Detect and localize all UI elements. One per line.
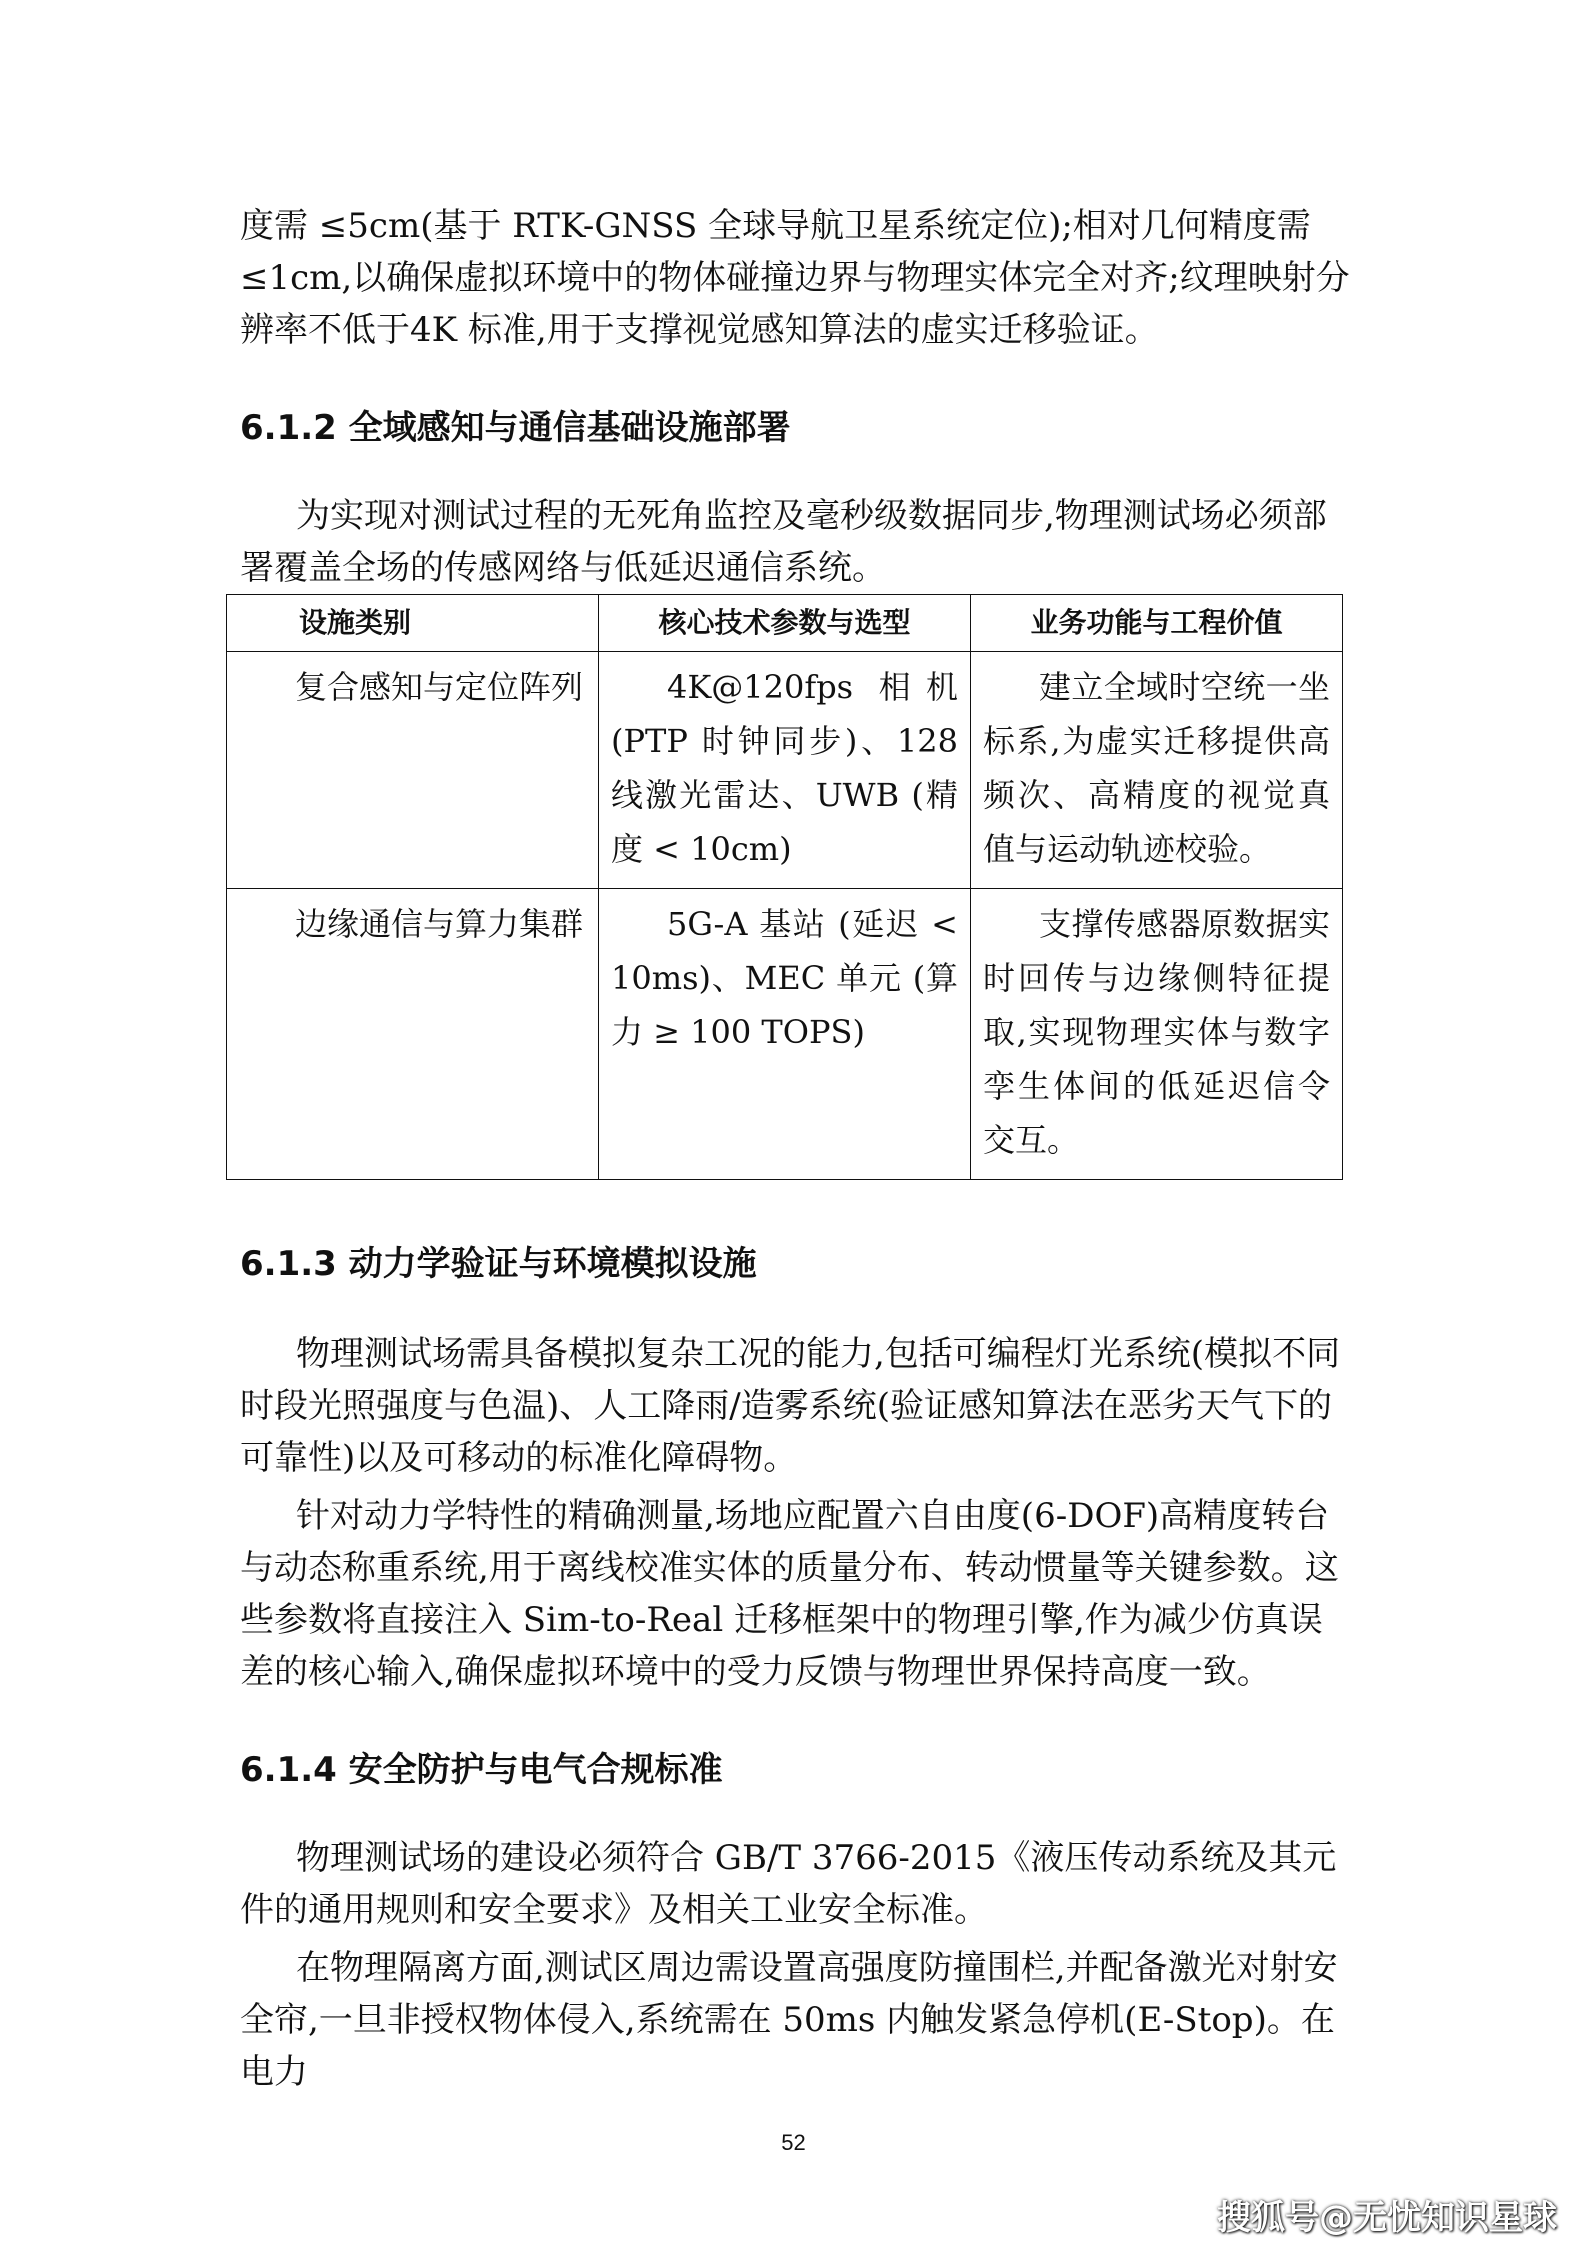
table-header-row [227, 595, 1343, 652]
table-cell-category [227, 652, 599, 889]
cell-text: 5G-A 基站 (延迟 < 10ms)、MEC 单元 (算力 ≥ 100 TOPS) [611, 905, 958, 1051]
header-category: 设施类别 [227, 595, 599, 652]
intro-paragraph: 度需 ≤5cm(基于 RTK-GNSS 全球导航卫星系统定位);相对几何精度需 ≤1cm,以确保虚拟环境中的物体碰撞边界与物理实体完全对齐;纹理映射分辨率不低于4K 标准,用于支撑视觉感知算法的虚实迁移验证。 [240, 206, 1350, 350]
section-6-1-4-paragraph-1: 物理测试场的建设必须符合 GB/T 3766-2015《液压传动系统及其元件的通用规则和安全要求》及相关工业安全标准。 [240, 1838, 1337, 1930]
table-cell-params [599, 889, 971, 1180]
table-cell-value [971, 652, 1343, 889]
header-value: 业务功能与工程价值 [971, 595, 1343, 652]
cell-text: 复合感知与定位阵列 [295, 668, 584, 706]
table-row [227, 652, 1343, 889]
page-number: 52 [781, 2130, 806, 2155]
table-row [227, 889, 1343, 1180]
table-cell-params [599, 652, 971, 889]
section-6-1-3-paragraph-2: 针对动力学特性的精确测量,场地应配置六自由度(6-DOF)高精度转台与动态称重系统,用于离线校准实体的质量分布、转动惯量等关键参数。这些参数将直接注入 Sim-to-Real 迁移框架中的物理引擎,作为减少仿真误差的核心输入,确保虚拟环境中的受力反馈与物理世界保持高度一致。 [240, 1496, 1339, 1692]
table-cell-category [227, 889, 599, 1180]
cell-text: 边缘通信与算力集群 [295, 905, 584, 943]
header-params: 核心技术参数与选型 [599, 595, 971, 652]
section-heading-6-1-4: 6.1.4 安全防护与电气合规标准 [240, 1750, 723, 1790]
section-6-1-4-paragraph-2: 在物理隔离方面,测试区周边需设置高强度防撞围栏,并配备激光对射安全帘,一旦非授权物体侵入,系统需在 50ms 内触发紧急停机(E-Stop)。在电力 [240, 1948, 1338, 2092]
cell-text: 支撑传感器原数据实时回传与边缘侧特征提取,实现物理实体与数字孪生体间的低延迟信令交互。 [983, 905, 1330, 1159]
facilities-table [226, 594, 1343, 1180]
cell-text: 建立全域时空统一坐标系,为虚实迁移提供高频次、高精度的视觉真值与运动轨迹校验。 [983, 668, 1330, 868]
section-heading-6-1-3: 6.1.3 动力学验证与环境模拟设施 [240, 1244, 757, 1284]
section-6-1-3-paragraph-1: 物理测试场需具备模拟复杂工况的能力,包括可编程灯光系统(模拟不同时段光照强度与色温)、人工降雨/造雾系统(验证感知算法在恶劣天气下的可靠性)以及可移动的标准化障碍物。 [240, 1334, 1341, 1478]
cell-text: 4K@120fps 相机(PTP 时钟同步)、128 线激光雷达、UWB (精度 < 10cm) [611, 668, 958, 868]
watermark: 搜狐号@无忧知识星球 [1217, 2198, 1557, 2238]
table-cell-value [971, 889, 1343, 1180]
section-heading-6-1-2: 6.1.2 全域感知与通信基础设施部署 [240, 408, 791, 448]
section-6-1-2-paragraph: 为实现对测试过程的无死角监控及毫秒级数据同步,物理测试场必须部署覆盖全场的传感网络与低延迟通信系统。 [240, 496, 1327, 588]
